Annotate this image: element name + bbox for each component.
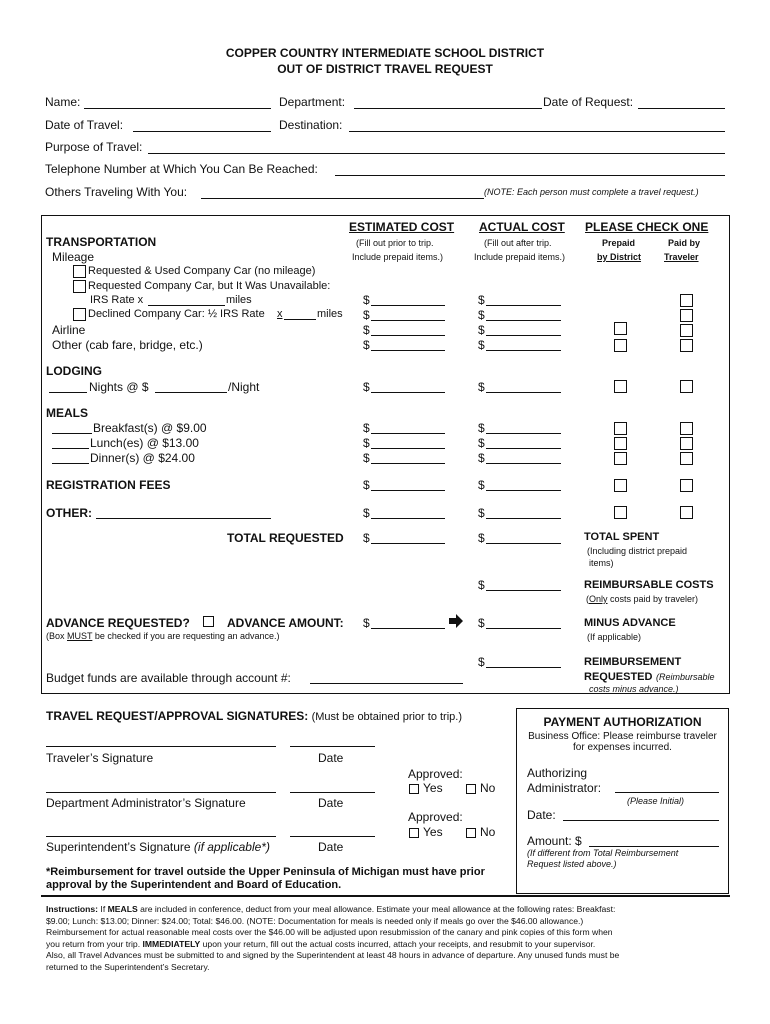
prepaid-checkbox[interactable] (614, 339, 627, 352)
department-label: Department: (279, 95, 346, 109)
act-dollar: $ (478, 323, 485, 337)
nights-label: Nights @ $ (89, 380, 149, 394)
instructions-line-4: you return from your trip. IMMEDIATELY upon your return, fill out the actual costs incurred, attach your receipts, and resubmit to your supervisor. (46, 938, 596, 949)
approved-yes-label-2: Yes (423, 825, 443, 839)
prepaid-checkbox[interactable] (614, 322, 627, 335)
budget-label: Budget funds are available through account #: (46, 671, 291, 685)
dept-admin-date-label: Date (318, 796, 344, 810)
other-label: OTHER: (46, 506, 92, 520)
prepaid-checkbox[interactable] (614, 437, 627, 450)
est-dollar: $ (363, 506, 370, 520)
superintendent-date-label: Date (318, 840, 344, 854)
breakfast-label: Breakfast(s) @ $9.00 (93, 421, 207, 435)
est-other-cost-field[interactable] (371, 518, 445, 519)
please-initial-note: (Please Initial) (627, 796, 685, 806)
act-dollar: $ (478, 338, 485, 352)
company-car-unavailable-checkbox[interactable] (73, 280, 86, 293)
total-spent-label: TOTAL SPENT (584, 531, 660, 543)
est-irs-field[interactable] (371, 305, 445, 306)
department-field[interactable] (354, 108, 542, 109)
paid-traveler-checkbox[interactable] (680, 437, 693, 450)
paid-traveler-checkbox[interactable] (680, 422, 693, 435)
approved-no-checkbox-2[interactable] (466, 828, 476, 838)
est-dollar: $ (363, 308, 370, 322)
minus-advance-sub: (If applicable) (587, 632, 642, 642)
paid-traveler-checkbox[interactable] (680, 339, 693, 352)
act-registration-field[interactable] (486, 490, 561, 491)
declined-car-checkbox[interactable] (73, 308, 86, 321)
approved-label: Approved: (408, 767, 463, 781)
est-dollar: $ (363, 338, 370, 352)
date-of-request-field[interactable] (638, 108, 725, 109)
advance-note: (Box MUST be checked if you are requesting an advance.) (46, 631, 280, 641)
est-dollar: $ (363, 421, 370, 435)
irs-miles-label: miles (226, 294, 252, 306)
dept-admin-signature-label: Department Administrator’s Signature (46, 796, 246, 810)
signatures-heading: TRAVEL REQUEST/APPROVAL SIGNATURES: (Must be obtained prior to trip.) (46, 709, 462, 723)
prepaid-checkbox[interactable] (614, 422, 627, 435)
others-note: (NOTE: Each person must complete a travel request.) (484, 187, 699, 197)
act-breakfast-field[interactable] (486, 433, 561, 434)
act-dollar: $ (478, 380, 485, 394)
payment-authorization-title: PAYMENT AUTHORIZATION (543, 715, 702, 729)
prepaid-checkbox[interactable] (614, 506, 627, 519)
actual-sub2: Include prepaid items.) (474, 252, 566, 262)
est-breakfast-field[interactable] (371, 433, 445, 434)
form-title: COPPER COUNTRY INTERMEDIATE SCHOOL DISTRICT (225, 46, 545, 60)
est-lunch-field[interactable] (371, 448, 445, 449)
est-dollar: $ (363, 478, 370, 492)
airline-label: Airline (52, 323, 86, 337)
purpose-label: Purpose of Travel: (45, 140, 143, 154)
prepaid-checkbox[interactable] (614, 479, 627, 492)
prepaid-checkbox[interactable] (614, 380, 627, 393)
advance-requested-label: ADVANCE REQUESTED? (46, 616, 190, 630)
act-irs-field[interactable] (486, 305, 561, 306)
approval-note: *Reimbursement for travel outside the Upper Peninsula of Michigan must have prior approval by the Superintendent and Board of Education. (46, 866, 485, 891)
traveler-signature-label: Traveler’s Signature (46, 751, 154, 765)
est-lodging-field[interactable] (371, 392, 445, 393)
instructions-line-3: Reimbursement for actual reasonable meal costs over the $46.00 will be adjusted upon resubmission of the canary and pink copies of this form when (46, 927, 613, 938)
name-field[interactable] (84, 108, 271, 109)
est-dollar: $ (363, 436, 370, 450)
approved-yes-checkbox[interactable] (409, 784, 419, 794)
company-car-used-label: Requested & Used Company Car (no mileage) (88, 265, 316, 277)
act-dollar: $ (478, 421, 485, 435)
approved-label-2: Approved: (408, 810, 463, 824)
paid-traveler-checkbox[interactable] (680, 294, 693, 307)
lunch-count-field[interactable] (52, 448, 89, 449)
act-airline-field[interactable] (486, 335, 561, 336)
paid-traveler-checkbox[interactable] (680, 380, 693, 393)
total-requested-label: TOTAL REQUESTED (227, 531, 344, 545)
name-label: Name: (45, 95, 81, 109)
nights-field[interactable] (49, 392, 87, 393)
telephone-field[interactable] (335, 175, 725, 176)
approved-no-checkbox[interactable] (466, 784, 476, 794)
superintendent-signature-field[interactable] (46, 836, 276, 837)
act-dollar: $ (478, 436, 485, 450)
act-other-field[interactable] (486, 350, 561, 351)
dept-admin-signature-field[interactable] (46, 792, 276, 793)
paid-by-label: Paid by (668, 238, 701, 248)
paid-by-label-2: Traveler (664, 252, 699, 262)
est-dollar: $ (363, 293, 370, 307)
est-registration-field[interactable] (371, 490, 445, 491)
amount-note-2: Request listed above.) (527, 859, 617, 869)
paid-traveler-checkbox[interactable] (680, 479, 693, 492)
paid-traveler-checkbox[interactable] (680, 324, 693, 337)
dept-admin-date-field[interactable] (290, 792, 375, 793)
lunch-label: Lunch(es) @ $13.00 (90, 436, 199, 450)
amount-note-1: (If different from Total Reimbursement (527, 848, 679, 858)
declined-miles-field[interactable] (284, 319, 316, 320)
act-other-cost-field[interactable] (486, 518, 561, 519)
others-field[interactable] (201, 198, 484, 199)
reimbursable-costs-label: REIMBURSABLE COSTS (584, 579, 714, 591)
act-dinner-field[interactable] (486, 463, 561, 464)
act-declined-field[interactable] (486, 320, 561, 321)
reimbursement-label: REIMBURSEMENT (584, 656, 682, 668)
other-transport-label: Other (cab fare, bridge, etc.) (52, 338, 203, 352)
irs-rate-label: IRS Rate x (90, 294, 144, 306)
administrator-initial-field[interactable] (615, 792, 719, 793)
business-office-text: Business Office: Please reimburse traveler (528, 731, 717, 742)
destination-field[interactable] (349, 131, 725, 132)
act-dollar: $ (478, 478, 485, 492)
account-number-field[interactable] (310, 683, 463, 684)
superintendent-date-field[interactable] (290, 836, 375, 837)
instructions-line-5: Also, all Travel Advances must be submitted to and signed by the Superintendent at least 48 hours in advance of departure. Any unused funds must be (46, 950, 620, 961)
reimbursement-note-2: costs minus advance.) (589, 684, 679, 694)
act-lunch-field[interactable] (486, 448, 561, 449)
dinner-label: Dinner(s) @ $24.00 (90, 451, 195, 465)
act-dollar: $ (478, 578, 485, 592)
prepaid-checkbox[interactable] (614, 452, 627, 465)
approved-no-label-2: No (480, 825, 496, 839)
est-dinner-field[interactable] (371, 463, 445, 464)
date-of-travel-label: Date of Travel: (45, 118, 124, 132)
paid-traveler-checkbox[interactable] (680, 506, 693, 519)
company-car-unavailable-label: Requested Company Car, but It Was Unavailable: (88, 280, 331, 292)
declined-miles-label: miles (317, 308, 343, 320)
instructions-line-1: Instructions: If MEALS are included in conference, deduct from your meal allowance. Estimate your meal allowance at the following rates: Breakfast: (46, 904, 616, 914)
approved-yes-checkbox-2[interactable] (409, 828, 419, 838)
approved-no-label: No (480, 781, 496, 795)
payment-date-label: Date: (527, 808, 556, 822)
act-dollar: $ (478, 655, 485, 669)
approved-yes-label: Yes (423, 781, 443, 795)
act-dollar: $ (478, 506, 485, 520)
date-of-travel-field[interactable] (133, 131, 271, 132)
lodging-heading: LODGING (46, 364, 102, 378)
estimated-sub1: (Fill out prior to trip. (356, 238, 434, 248)
total-requested-field[interactable] (371, 543, 445, 544)
advance-amount-label: ADVANCE AMOUNT: (227, 616, 344, 630)
superintendent-signature-label: Superintendent’s Signature (if applicable*) (46, 840, 270, 854)
prepaid-label: Prepaid (602, 238, 636, 248)
traveler-signature-field[interactable] (46, 746, 276, 747)
amount-field[interactable] (589, 846, 719, 847)
prepaid-label-2: by District (597, 252, 642, 262)
total-spent-sub2: items) (589, 558, 614, 568)
traveler-date-label: Date (318, 751, 344, 765)
act-dollar: $ (478, 293, 485, 307)
please-check-header: PLEASE CHECK ONE (585, 220, 709, 234)
irs-miles-field[interactable] (148, 305, 225, 306)
est-dollar: $ (363, 531, 370, 545)
transportation-heading: TRANSPORTATION (46, 235, 157, 249)
mileage-label: Mileage (52, 250, 95, 264)
reimbursable-sub: (Only costs paid by traveler) (586, 594, 699, 604)
telephone-label: Telephone Number at Which You Can Be Reached: (45, 162, 318, 176)
paid-traveler-checkbox[interactable] (680, 309, 693, 322)
divider (41, 895, 730, 897)
est-other-field[interactable] (371, 350, 445, 351)
company-car-used-checkbox[interactable] (73, 265, 86, 278)
others-label: Others Traveling With You: (45, 185, 188, 199)
dinner-count-field[interactable] (52, 463, 89, 464)
total-spent-field[interactable] (486, 543, 561, 544)
reimbursement-note-1: (Reimbursable (656, 672, 715, 682)
other-field[interactable] (96, 518, 271, 519)
est-declined-field[interactable] (371, 320, 445, 321)
reimbursable-costs-field[interactable] (486, 590, 561, 591)
breakfast-count-field[interactable] (52, 433, 92, 434)
reimbursement-requested-field[interactable] (486, 667, 561, 668)
minus-advance-label: MINUS ADVANCE (584, 617, 676, 629)
traveler-date-field[interactable] (290, 746, 375, 747)
declined-x: x (277, 308, 283, 320)
est-dollar: $ (363, 451, 370, 465)
actual-cost-header: ACTUAL COST (479, 220, 565, 234)
form-subtitle: OUT OF DISTRICT TRAVEL REQUEST (277, 62, 493, 76)
est-dollar: $ (363, 323, 370, 337)
instructions-line-6: returned to the Superintendent’s Secretary. (46, 961, 210, 972)
arrow-right-icon (449, 614, 463, 633)
per-night-label: /Night (228, 380, 260, 394)
reimbursement-label-2: REQUESTED (584, 671, 653, 683)
payment-date-field[interactable] (563, 820, 719, 821)
advance-amount-field[interactable] (371, 628, 445, 629)
date-of-request-label: Date of Request: (543, 95, 634, 109)
business-office-text-2: for expenses incurred. (573, 742, 672, 753)
authorizing-label: Authorizing (527, 766, 588, 780)
est-airline-field[interactable] (371, 335, 445, 336)
act-dollar: $ (478, 308, 485, 322)
advance-requested-checkbox[interactable] (203, 616, 214, 627)
registration-label: REGISTRATION FEES (46, 478, 171, 492)
administrator-label: Administrator: (527, 781, 602, 795)
minus-advance-field[interactable] (486, 628, 561, 629)
paid-traveler-checkbox[interactable] (680, 452, 693, 465)
act-dollar: $ (478, 616, 485, 630)
act-lodging-field[interactable] (486, 392, 561, 393)
est-dollar: $ (363, 380, 370, 394)
est-dollar: $ (363, 616, 370, 630)
actual-sub1: (Fill out after trip. (484, 238, 552, 248)
meals-heading: MEALS (46, 406, 88, 420)
total-spent-sub1: (Including district prepaid (587, 546, 688, 556)
instructions-line-2: $9.00; Lunch: $13.00; Dinner: $24.00; Total: $46.00. (NOTE: Documentation for meals is needed only if meals go over the $46.00 allowance.) (46, 915, 584, 926)
act-dollar: $ (478, 531, 485, 545)
instructions-block (46, 904, 619, 974)
purpose-field[interactable] (148, 153, 725, 154)
declined-car-label: Declined Company Car: ½ IRS Rate (88, 308, 265, 320)
estimated-cost-header: ESTIMATED COST (349, 220, 455, 234)
destination-label: Destination: (279, 118, 343, 132)
amount-label: Amount: $ (527, 834, 582, 848)
estimated-sub2: Include prepaid items.) (352, 252, 444, 262)
act-dollar: $ (478, 451, 485, 465)
nightly-rate-field[interactable] (155, 392, 227, 393)
